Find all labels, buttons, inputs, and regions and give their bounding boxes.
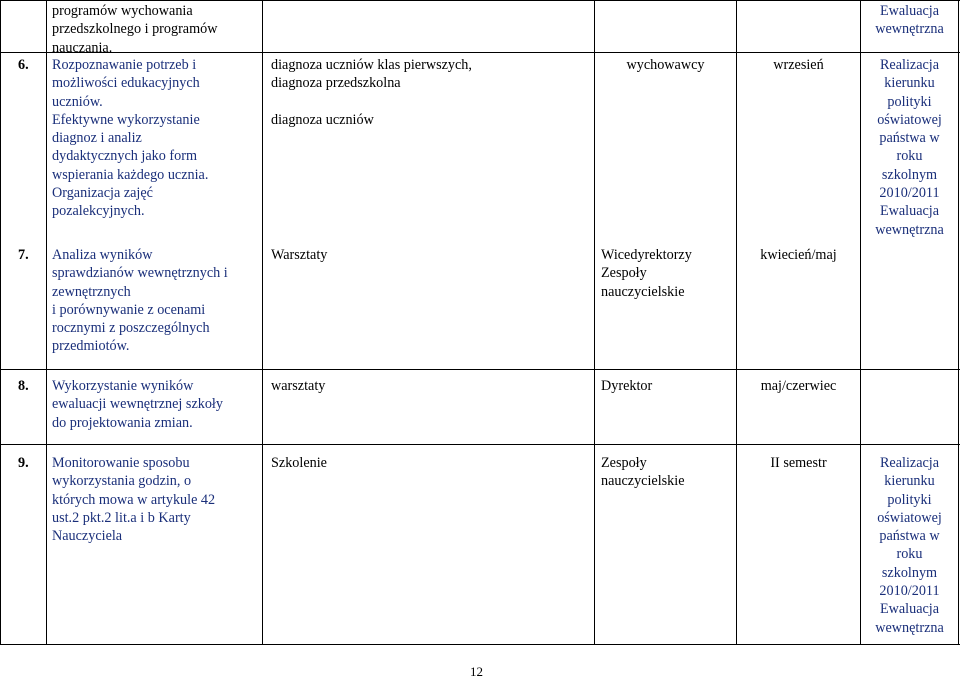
row-number-7: 7. <box>18 247 29 263</box>
row-divider-bottom <box>0 644 960 645</box>
deadline-cell-row-6: wrzesień <box>773 57 824 73</box>
column-divider-right <box>958 0 959 645</box>
forms-cell-row-6: diagnoza uczniów klas pierwszych, diagnoza przedszkolna diagnoza uczniów <box>271 57 472 128</box>
forms-cell-row-9: Szkolenie <box>271 455 327 471</box>
column-divider-task <box>262 0 263 645</box>
row-number-9: 9. <box>18 455 29 471</box>
row-number-8: 8. <box>18 378 29 394</box>
column-divider-responsible <box>736 0 737 645</box>
row-number-6: 6. <box>18 57 29 73</box>
column-divider-forms <box>594 0 595 645</box>
task-cell-row-9: Monitorowanie sposobu wykorzystania godzin, o których mowa w artykule 42 ust.2 pkt.2 lit.a i b Karty Nauczyciela <box>52 455 216 545</box>
task-cell-row-7: Analiza wyników sprawdzianów wewnętrznych i zewnętrznych i porównywanie z ocenami rocznymi z poszczególnych przedmiotów. <box>52 247 228 355</box>
row-divider-7-8 <box>0 369 960 370</box>
row-divider-8-9 <box>0 444 960 445</box>
responsible-cell-row-8: Dyrektor <box>601 378 653 394</box>
source-cell-row-6: Realizacja kierunku polityki oświatowej państwa w roku szkolnym 2010/2011 Ewaluacja wewnętrzna <box>875 57 944 238</box>
column-divider-number <box>46 0 47 645</box>
forms-cell-row-7: Warsztaty <box>271 247 328 263</box>
deadline-cell-row-7: kwiecień/maj <box>760 247 837 263</box>
column-divider-left <box>0 0 1 645</box>
source-cell-row-5: Ewaluacja wewnętrzna <box>875 3 944 38</box>
row-divider-top <box>0 0 960 1</box>
task-cell-row-8: Wykorzystanie wyników ewaluacji wewnętrznej szkoły do projektowania zmian. <box>52 378 223 431</box>
deadline-cell-row-9: II semestr <box>770 455 827 471</box>
forms-cell-row-8: warsztaty <box>271 378 326 394</box>
responsible-cell-row-7: Wicedyrektorzy Zespoły nauczycielskie <box>601 247 692 300</box>
page-number: 12 <box>470 664 483 679</box>
source-cell-row-9: Realizacja kierunku polityki oświatowej państwa w roku szkolnym 2010/2011 Ewaluacja wewnętrzna <box>875 455 944 636</box>
task-cell-row-5: programów wychowania przedszkolnego i programów nauczania. <box>52 3 218 56</box>
deadline-cell-row-8: maj/czerwiec <box>760 378 837 394</box>
task-cell-row-6: Rozpoznawanie potrzeb i możliwości edukacyjnych uczniów. Efektywne wykorzystanie diagnoz i analiz dydaktycznych jako form wspierania każdego ucznia. Organizacja zajęć pozalekcyjnych. <box>52 57 209 220</box>
responsible-cell-row-6: wychowawcy <box>626 57 705 73</box>
responsible-cell-row-9: Zespoły nauczycielskie <box>601 455 685 490</box>
